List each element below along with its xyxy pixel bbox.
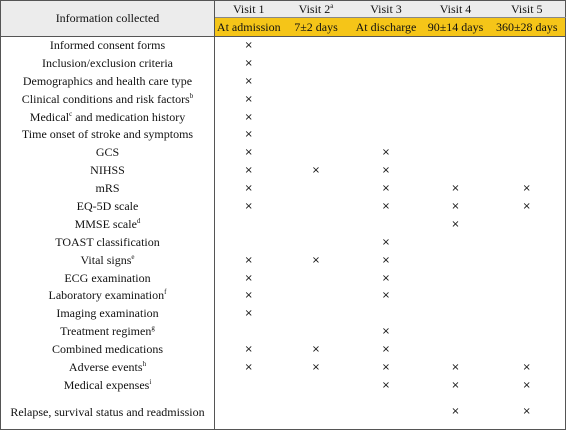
table-row	[1, 144, 566, 162]
empty-cell	[350, 215, 423, 233]
empty-cell	[423, 144, 489, 162]
row-label-text: Medical	[29, 109, 70, 124]
table-row	[1, 269, 566, 287]
table-row	[1, 251, 566, 269]
footnote-marker: f	[164, 288, 167, 297]
empty-cell	[423, 108, 489, 126]
empty-cell	[350, 108, 423, 126]
table-row	[1, 72, 566, 90]
empty-cell	[350, 126, 423, 144]
row-label	[1, 305, 215, 323]
cross-mark-cell: ×	[244, 361, 253, 373]
empty-cell	[423, 323, 489, 341]
empty-cell	[489, 162, 566, 180]
timepoint-header: 90±14 days	[423, 18, 489, 37]
row-label-text: Demographics and health care type	[22, 73, 193, 88]
empty-cell	[423, 305, 489, 323]
empty-cell	[215, 394, 283, 430]
row-label	[1, 287, 215, 305]
row-label	[1, 180, 215, 198]
cross-mark-cell: ×	[489, 394, 566, 430]
table-row	[1, 37, 566, 55]
cross-mark-cell: ×	[244, 93, 253, 105]
empty-cell	[489, 251, 566, 269]
empty-cell	[423, 37, 489, 55]
empty-cell	[283, 37, 350, 55]
cross-mark-cell: ×	[381, 361, 391, 373]
cross-mark-cell: ×	[244, 344, 253, 356]
cross-mark-cell: ×	[244, 272, 253, 284]
row-label	[1, 72, 215, 90]
cross-mark-cell: ×	[451, 379, 460, 391]
cross-mark-cell: ×	[244, 111, 253, 123]
cross-mark-cell: ×	[381, 183, 391, 195]
empty-cell	[489, 341, 566, 359]
empty-cell	[423, 269, 489, 287]
cross-mark-cell: ×	[244, 183, 253, 195]
empty-cell	[489, 72, 566, 90]
footnote-marker: i	[149, 377, 152, 386]
cross-mark-cell: ×	[244, 165, 253, 177]
timepoint-header: 7±2 days	[283, 18, 350, 37]
cross-mark-cell: ×	[381, 290, 391, 302]
cross-mark-cell: ×	[381, 379, 391, 391]
empty-cell	[489, 287, 566, 305]
table-row	[1, 359, 566, 377]
footnote-marker: g	[151, 324, 155, 333]
cross-mark-cell: ×	[489, 359, 566, 377]
empty-cell	[423, 90, 489, 108]
table-row	[1, 323, 566, 341]
table-header	[1, 1, 566, 37]
visit-header-row	[1, 1, 566, 18]
row-label-text: EQ-5D scale	[76, 198, 139, 213]
timepoint-header: At admission	[215, 18, 283, 37]
empty-cell	[283, 90, 350, 108]
row-label	[1, 376, 215, 394]
visit-header	[215, 1, 283, 18]
row-label	[1, 215, 215, 233]
row-label	[1, 198, 215, 216]
empty-cell	[489, 233, 566, 251]
row-label-text: TOAST classification	[55, 234, 160, 249]
empty-cell	[215, 376, 283, 394]
row-label-text: Relapse, survival status and readmission	[10, 404, 205, 419]
visit-name: Visit 2	[298, 1, 331, 16]
cross-mark-cell: ×	[489, 198, 566, 216]
row-label-text: MMSE scale	[74, 216, 137, 231]
empty-cell	[350, 72, 423, 90]
information-collected-header: Information collected	[1, 1, 215, 37]
empty-cell	[423, 233, 489, 251]
visit-header	[350, 1, 423, 18]
cross-mark-cell: ×	[451, 183, 460, 195]
empty-cell	[215, 323, 283, 341]
footnote-marker: c	[69, 109, 73, 118]
visit-header	[423, 1, 489, 18]
empty-cell	[350, 305, 423, 323]
empty-cell	[283, 126, 350, 144]
empty-cell	[489, 126, 566, 144]
cross-mark-cell: ×	[451, 200, 460, 212]
empty-cell	[423, 251, 489, 269]
empty-cell	[489, 215, 566, 233]
table-row	[1, 376, 566, 394]
empty-cell	[489, 90, 566, 108]
row-label-text: Clinical conditions and risk factors	[21, 91, 190, 106]
cross-mark-cell: ×	[451, 361, 460, 373]
empty-cell	[215, 233, 283, 251]
table-row	[1, 108, 566, 126]
visit-header	[489, 1, 566, 18]
empty-cell	[350, 90, 423, 108]
row-label-text: Treatment regimen	[60, 324, 152, 339]
empty-cell	[489, 144, 566, 162]
cross-mark-cell: ×	[381, 200, 391, 212]
visit-name: Visit 3	[370, 1, 402, 16]
table-row	[1, 198, 566, 216]
cross-mark-cell: ×	[381, 344, 391, 356]
cross-mark-cell: ×	[381, 147, 391, 159]
empty-cell	[489, 269, 566, 287]
cross-mark-cell: ×	[244, 290, 253, 302]
empty-cell	[350, 54, 423, 72]
row-label-text: Medical expenses	[63, 377, 150, 392]
cross-mark-cell: ×	[311, 165, 321, 177]
row-label	[1, 394, 215, 430]
empty-cell	[423, 72, 489, 90]
cross-mark-cell: ×	[381, 236, 391, 248]
table-row	[1, 54, 566, 72]
table-row	[1, 126, 566, 144]
cross-mark-cell: ×	[244, 308, 253, 320]
empty-cell	[423, 162, 489, 180]
cross-mark-cell: ×	[244, 40, 253, 52]
empty-cell	[283, 144, 350, 162]
row-label-text: GCS	[95, 145, 120, 160]
cross-mark-cell: ×	[244, 57, 253, 69]
row-label	[1, 90, 215, 108]
empty-cell	[423, 54, 489, 72]
empty-cell	[283, 305, 350, 323]
empty-cell	[283, 198, 350, 216]
cross-mark-cell: ×	[244, 254, 253, 266]
empty-cell	[283, 323, 350, 341]
cross-mark-cell: ×	[381, 326, 391, 338]
cross-mark-cell: ×	[451, 218, 460, 230]
empty-cell	[283, 180, 350, 198]
visit-name: Visit 1	[232, 1, 265, 16]
empty-cell	[489, 305, 566, 323]
row-label	[1, 126, 215, 144]
row-label-text-suffix: and medication history	[72, 109, 186, 124]
table-row	[1, 233, 566, 251]
empty-cell	[489, 54, 566, 72]
table-row	[1, 180, 566, 198]
empty-cell	[215, 215, 283, 233]
footnote-marker: h	[142, 359, 147, 368]
row-label	[1, 233, 215, 251]
empty-cell	[283, 108, 350, 126]
row-label-text: Imaging examination	[56, 306, 159, 321]
row-label	[1, 54, 215, 72]
table-row	[1, 394, 566, 430]
cross-mark-cell: ×	[489, 180, 566, 198]
cross-mark-cell: ×	[311, 344, 321, 356]
empty-cell	[283, 54, 350, 72]
row-label	[1, 37, 215, 55]
row-label-text: Informed consent forms	[49, 38, 166, 53]
footnote-marker: b	[189, 91, 194, 100]
empty-cell	[283, 233, 350, 251]
row-label	[1, 144, 215, 162]
row-label	[1, 323, 215, 341]
empty-cell	[423, 341, 489, 359]
row-label-text: Inclusion/exclusion criteria	[42, 55, 173, 70]
cross-mark-cell: ×	[381, 254, 391, 266]
empty-cell	[489, 323, 566, 341]
empty-cell	[489, 108, 566, 126]
empty-cell	[423, 287, 489, 305]
footnote-marker: e	[131, 252, 135, 261]
visit-name: Visit 4	[439, 1, 472, 16]
empty-cell	[283, 72, 350, 90]
empty-cell	[283, 269, 350, 287]
empty-cell	[423, 126, 489, 144]
empty-cell	[489, 37, 566, 55]
empty-cell	[350, 37, 423, 55]
table-row	[1, 341, 566, 359]
visit-name: Visit 5	[510, 1, 543, 16]
row-label-text: ECG examination	[64, 270, 151, 285]
empty-cell	[283, 215, 350, 233]
empty-cell	[283, 287, 350, 305]
cross-mark-cell: ×	[489, 376, 566, 394]
footnote-marker: d	[136, 216, 141, 225]
table-row	[1, 305, 566, 323]
table-row	[1, 215, 566, 233]
row-label-text: Time onset of stroke and symptoms	[21, 127, 194, 142]
row-label-text: Adverse events	[68, 359, 143, 374]
row-label	[1, 251, 215, 269]
cross-mark-cell: ×	[244, 129, 253, 141]
visit-header	[283, 1, 350, 18]
row-label	[1, 108, 215, 126]
row-label	[1, 341, 215, 359]
cross-mark-cell: ×	[244, 75, 253, 87]
cross-mark-cell: ×	[244, 147, 253, 159]
cross-mark-cell: ×	[423, 394, 489, 430]
empty-cell	[283, 394, 350, 430]
cross-mark-cell: ×	[311, 361, 321, 373]
row-label	[1, 162, 215, 180]
visit-footnote-marker: a	[330, 1, 334, 10]
row-label-text: Combined medications	[52, 342, 163, 357]
cross-mark-cell: ×	[244, 200, 253, 212]
table-row	[1, 90, 566, 108]
row-label-text: mRS	[95, 181, 120, 196]
row-label-text: Vital signs	[80, 252, 132, 267]
timepoint-header: 360±28 days	[489, 18, 566, 37]
cross-mark-cell: ×	[311, 254, 321, 266]
row-label	[1, 359, 215, 377]
cross-mark-cell: ×	[381, 272, 391, 284]
row-label-text: NIHSS	[90, 163, 125, 178]
timepoint-header: At discharge	[350, 18, 423, 37]
empty-cell	[350, 394, 423, 430]
row-label-text: Laboratory examination	[48, 288, 165, 303]
table-row	[1, 162, 566, 180]
row-label	[1, 269, 215, 287]
cross-mark-cell: ×	[381, 165, 391, 177]
empty-cell	[283, 376, 350, 394]
table-row	[1, 287, 566, 305]
table-body	[1, 37, 566, 430]
